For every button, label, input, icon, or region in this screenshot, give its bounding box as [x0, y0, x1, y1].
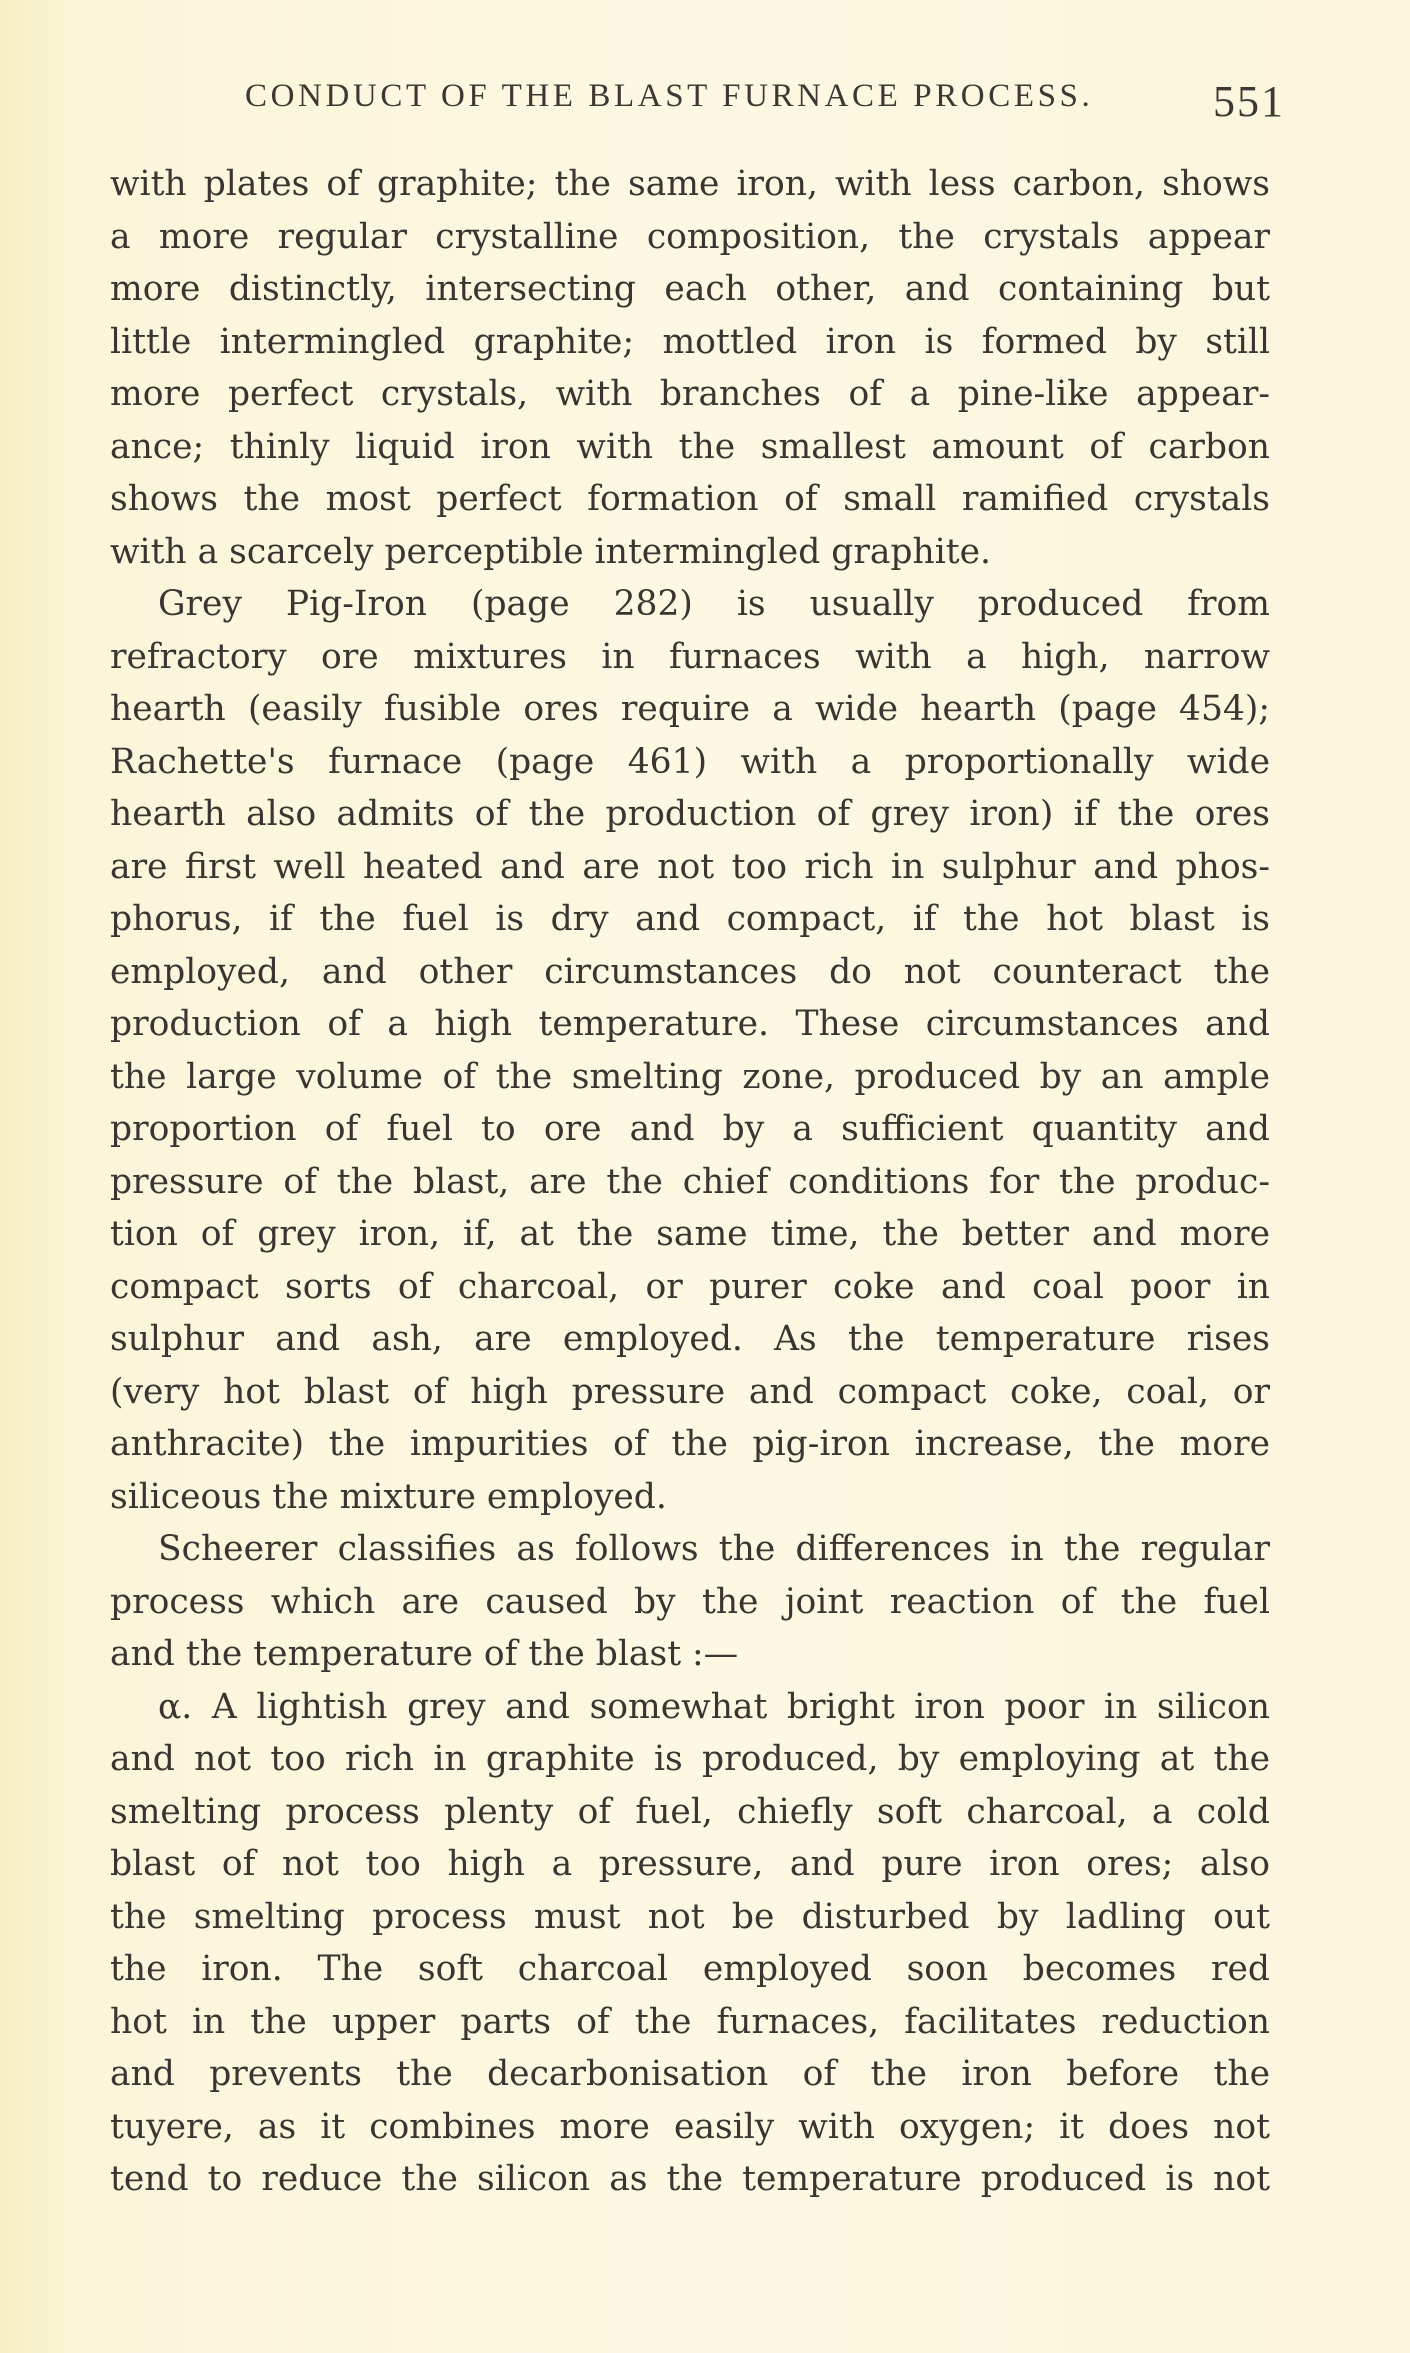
text-line: ance; thinly liquid iron with the smallest amount of carbon	[110, 426, 1270, 467]
paragraph-start-line: Grey Pig-Iron (page 282) is usually produced from	[158, 584, 1270, 624]
page-header	[245, 78, 1285, 128]
text-line: pressure of the blast, are the chief conditions for the produc-	[110, 1161, 1270, 1202]
text-line: little intermingled graphite; mottled iron is formed by still	[110, 321, 1270, 362]
text-line: smelting process plenty of fuel, chiefly soft charcoal, a cold	[110, 1791, 1270, 1832]
text-line: with a scarcely perceptible intermingled graphite.	[110, 531, 991, 572]
running-title: CONDUCT OF THE BLAST FURNACE PROCESS.	[245, 78, 1094, 114]
text-line: proportion of fuel to ore and by a sufficient quantity and	[110, 1109, 1270, 1149]
text-line: hearth also admits of the production of grey iron) if the ores	[110, 794, 1270, 834]
text-line: and prevents the decarbonisation of the iron before the	[110, 2054, 1270, 2094]
paragraph-start-line: α. A lightish grey and somewhat bright iron poor in silicon	[158, 1686, 1270, 1727]
text-line: anthracite) the impurities of the pig-iron increase, the more	[110, 1424, 1270, 1464]
text-line: (very hot blast of high pressure and compact coke, coal, or	[110, 1371, 1270, 1412]
text-line: employed, and other circumstances do not counteract the	[110, 951, 1270, 992]
text-line: refractory ore mixtures in furnaces with a high, narrow	[110, 636, 1270, 677]
text-line: more perfect crystals, with branches of a pine-like appear-	[110, 374, 1270, 414]
text-line: siliceous the mixture employed.	[110, 1476, 667, 1517]
text-line: and not too rich in graphite is produced, by employing at the	[110, 1739, 1270, 1779]
text-line: blast of not too high a pressure, and pure iron ores; also	[110, 1844, 1270, 1884]
text-line: tend to reduce the silicon as the temperature produced is not	[110, 2159, 1270, 2199]
body-text	[110, 158, 1270, 2206]
text-line: tuyere, as it combines more easily with oxygen; it does not	[110, 2106, 1270, 2147]
page-number: 551	[1213, 77, 1285, 126]
paragraph-start-line: Scheerer classifies as follows the differences in the regular	[158, 1529, 1270, 1569]
text-line: tion of grey iron, if, at the same time, the better and more	[110, 1214, 1270, 1254]
text-line: shows the most perfect formation of small ramified crystals	[110, 479, 1270, 519]
text-line: process which are caused by the joint reaction of the fuel	[110, 1581, 1270, 1622]
text-line: the large volume of the smelting zone, produced by an ample	[110, 1056, 1270, 1097]
text-line: are first well heated and are not too rich in sulphur and phos-	[110, 846, 1270, 887]
text-line: a more regular crystalline composition, the crystals appear	[110, 216, 1270, 257]
text-line: the smelting process must not be disturbed by ladling out	[110, 1896, 1270, 1937]
text-line: phorus, if the fuel is dry and compact, if the hot blast is	[110, 899, 1270, 939]
text-line: more distinctly, intersecting each other, and containing but	[110, 269, 1270, 309]
text-line: and the temperature of the blast :—	[110, 1634, 739, 1674]
text-line: with plates of graphite; the same iron, with less carbon, shows	[110, 164, 1270, 204]
text-line: the iron. The soft charcoal employed soon becomes red	[110, 1949, 1270, 1989]
text-line: compact sorts of charcoal, or purer coke and coal poor in	[110, 1266, 1270, 1307]
text-line: hearth (easily fusible ores require a wide hearth (page 454);	[110, 689, 1270, 729]
text-line: production of a high temperature. These circumstances and	[110, 1004, 1270, 1044]
text-line: sulphur and ash, are employed. As the temperature rises	[110, 1319, 1270, 1359]
text-line: Rachette's furnace (page 461) with a proportionally wide	[110, 741, 1270, 782]
text-line: hot in the upper parts of the furnaces, facilitates reduction	[110, 2001, 1270, 2042]
